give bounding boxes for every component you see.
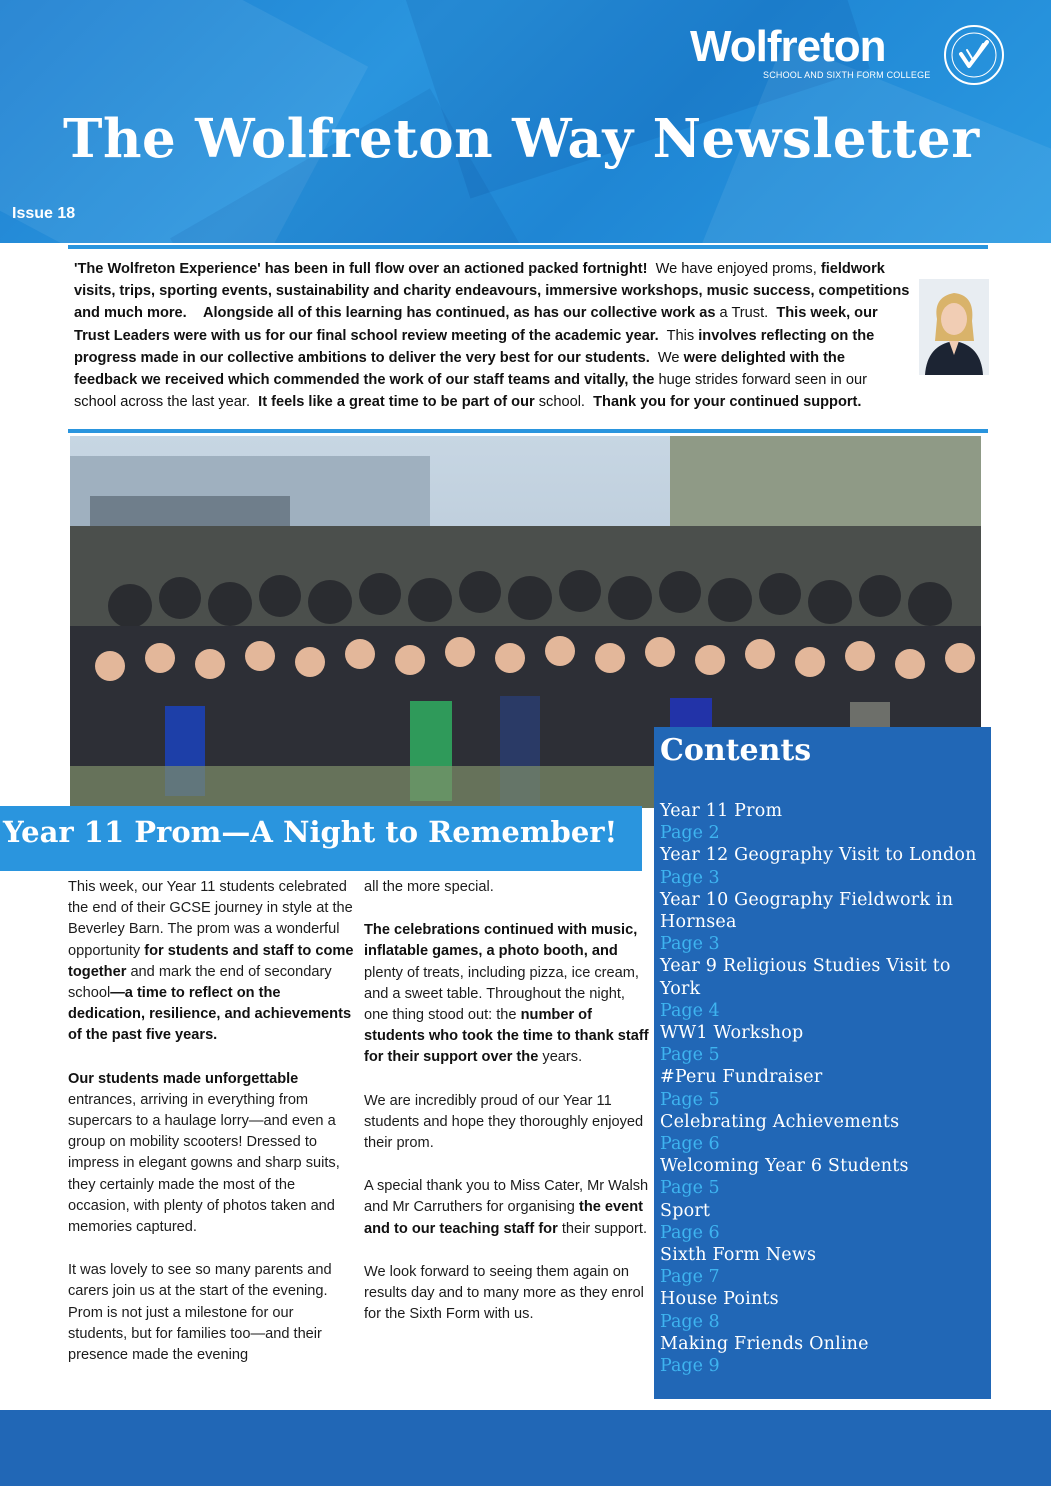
contents-item[interactable]: Year 12 Geography Visit to London (660, 845, 977, 866)
headteacher-photo (919, 279, 989, 375)
footer-bar (0, 1410, 1051, 1486)
contents-item[interactable]: WW1 Workshop (660, 1023, 804, 1044)
contents-page-link[interactable]: Page 6 (660, 1222, 720, 1243)
paragraph: This week, our Year 11 students celebrated the end of their GCSE journey in style at the Beverley Barn. The prom was a wonderful opportunity for students and staff to come together and mark the end of secondary school—a time to reflect on the dedication, resilience, and achievements of the past five years. (68, 879, 354, 1044)
contents-page-link[interactable]: Page 9 (660, 1356, 720, 1377)
paragraph: A special thank you to Miss Cater, Mr Walsh and Mr Carruthers for organising the event and to our teaching staff for their support. (364, 1178, 649, 1237)
paragraph: We look forward to seeing them again on results day and to many more as they enrol for the Sixth Form with us. (364, 1263, 644, 1323)
paragraph: It was lovely to see so many parents and carers join us at the start of the evening. Prom is not just a milestone for our students, but for families too—and their presence made the evening (68, 1262, 332, 1364)
contents-item[interactable]: #Peru Fundraiser (660, 1067, 823, 1088)
contents-page-link[interactable]: Page 5 (660, 1089, 720, 1110)
contents-page-link[interactable]: Page 2 (660, 823, 720, 844)
article-column-1 (68, 877, 354, 1388)
paragraph: all the more special. (364, 879, 494, 895)
paragraph: We are incredibly proud of our Year 11 students and hope they thoroughly enjoyed their prom. (364, 1092, 644, 1152)
contents-item[interactable]: Year 10 Geography Fieldwork in Hornsea (660, 889, 954, 933)
paragraph: The celebrations continued with music, inflatable games, a photo booth, and plenty of treats, including pizza, ice cream, and a sweet table. Throughout the night, one thing stood out: the number of students who took the time to thank staff for their support over the years. (364, 922, 649, 1066)
contents-item[interactable]: Sixth Form News (660, 1245, 817, 1266)
contents-page-link[interactable]: Page 3 (660, 867, 720, 888)
contents-page-link[interactable]: Page 8 (660, 1311, 720, 1332)
contents-page-link[interactable]: Page 3 (660, 934, 720, 955)
contents-page-link[interactable]: Page 5 (660, 1045, 720, 1066)
paragraph: Our students made unforgettable entrances, arriving in everything from supercars to a haulage lorry—and even a group on mobility scooters! Dressed to impress in elegant gowns and sharp suits, they certainly made the most of the occasion, with plenty of photos taken and memories captured. (68, 1070, 340, 1236)
contents-page-link[interactable]: Page 7 (660, 1267, 720, 1288)
contents-item[interactable]: House Points (660, 1289, 779, 1310)
school-logo-subtitle: SCHOOL AND SIXTH FORM COLLEGE (763, 70, 931, 80)
contents-item[interactable]: Year 11 Prom (660, 801, 783, 821)
contents-page-link[interactable]: Page 5 (660, 1178, 720, 1199)
school-logo-name: Wolfreton (690, 22, 886, 71)
contents-item[interactable]: Making Friends Online (660, 1333, 869, 1354)
article-heading: Year 11 Prom—A Night to Remember! (3, 815, 618, 849)
contents-page-link[interactable]: Page 6 (660, 1134, 720, 1155)
contents-item[interactable]: Celebrating Achievements (660, 1111, 900, 1132)
headteacher-intro: 'The Wolfreton Experience' has been in full flow over an actioned packed fortnight! We have enjoyed proms, fieldwork visits, trips, sporting events, sustainability and charity endeavours, immersive workshops, music success, competitions and much more. Alongside all of this learning has continued, as has our collective work as a Trust. This week, our Trust Leaders were with us for our final school review meeting of the academic year. This involves reflecting on the progress made in our collective ambitions to deliver the very best for our students. We were delighted with the feedback we received which commended the work of our staff teams and vitally, the huge strides forward seen in our school across the last year. It feels like a great time to be part of our school. Thank you for your continued support. (74, 261, 910, 411)
divider (68, 245, 988, 249)
article-column-2 (364, 877, 652, 1347)
contents-page-link[interactable]: Page 4 (660, 1000, 720, 1021)
newsletter-title: The Wolfreton Way Newsletter (63, 108, 980, 170)
contents-item[interactable]: Welcoming Year 6 Students (660, 1156, 909, 1177)
contents-item[interactable]: Sport (660, 1200, 711, 1221)
issue-number: Issue 18 (12, 205, 76, 222)
contents-title: Contents (660, 733, 812, 768)
contents-item[interactable]: Year 9 Religious Studies Visit to York (660, 956, 951, 999)
contents-list (660, 800, 990, 1377)
divider (68, 429, 988, 433)
school-badge-icon (943, 24, 1005, 86)
